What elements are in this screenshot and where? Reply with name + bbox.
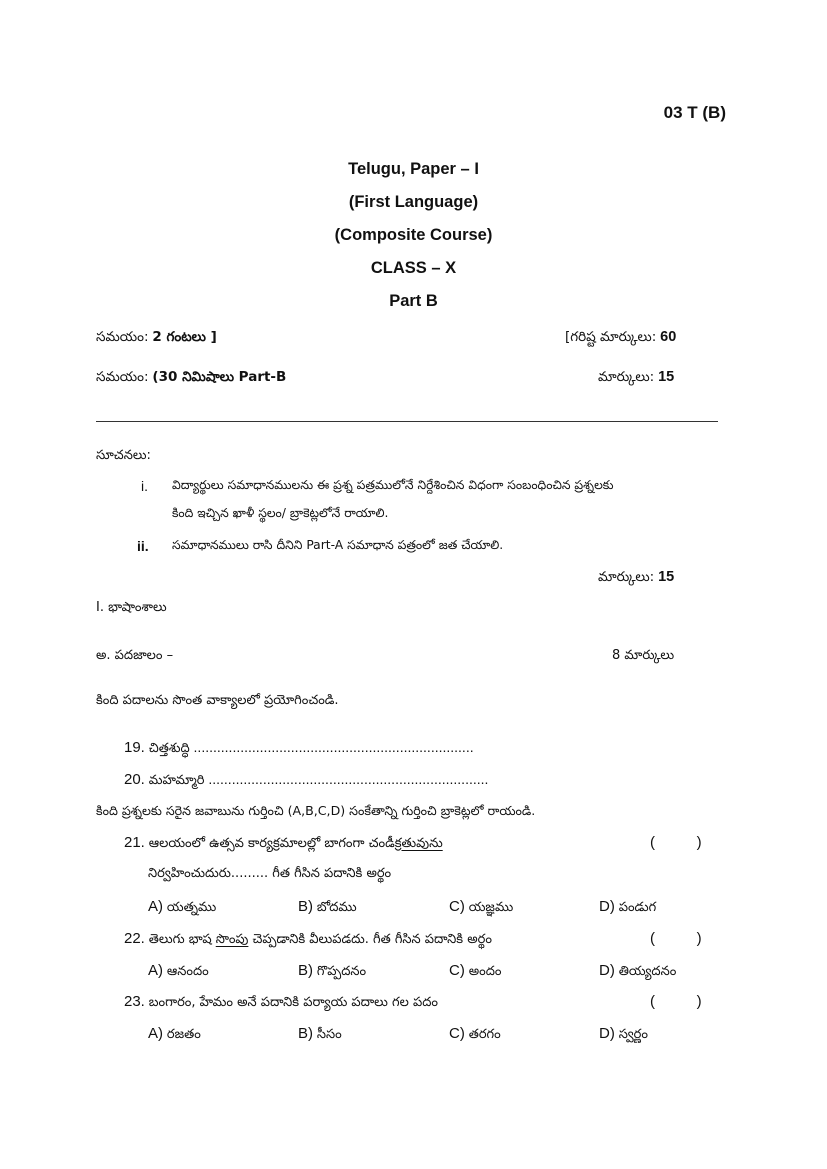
option-letter: B)	[298, 1025, 313, 1042]
option-text: రజతం	[166, 1027, 201, 1042]
question-text-line2: నిర్వహించుదురు......... గీత గీసిన పదానికి అర్థం	[148, 866, 392, 881]
instruction-number: i.	[141, 478, 148, 494]
option-text: సీసం	[316, 1027, 342, 1042]
marks-partb-label: మార్కులు:	[598, 369, 655, 385]
time-total-label: సమయం:	[96, 329, 149, 345]
instruction-text: సమాధానములు రాసి దీనిని Part-A సమాధాన పత్రంలో జత చేయాలి.	[172, 538, 504, 552]
option-text: తరగం	[468, 1027, 501, 1042]
option-a[interactable]	[148, 898, 216, 918]
option-b[interactable]	[298, 962, 366, 982]
option-letter: A)	[148, 1025, 163, 1042]
marks-partb-value: 15	[658, 369, 675, 385]
option-text: బోదము	[316, 900, 357, 915]
instruction-text: విద్యార్థులు సమాధానములను ఈ ప్రశ్న పత్రములోనే నిర్దేశించిన విధంగా సంబంధించిన ప్రశ్నలకు	[172, 478, 614, 492]
time-partb	[96, 368, 286, 388]
time-total	[96, 328, 217, 348]
option-text: తియ్యదనం	[618, 964, 677, 979]
title-course: (Composite Course)	[334, 226, 493, 244]
underlined-word: సొంపు	[215, 932, 249, 947]
option-text: పండుగ	[618, 900, 657, 915]
question-text: తెలుగు భాష	[148, 932, 216, 947]
question-number: 22.	[124, 930, 145, 947]
option-text: ఆనందం	[166, 964, 209, 979]
option-d[interactable]	[599, 1025, 648, 1045]
option-text: యజ్ఞము	[468, 900, 514, 915]
mcq-question	[124, 834, 443, 854]
instruction-text: కింది ఇచ్చిన ఖాళీ స్థలం/ బ్రాకెట్లలోనే రాయాలి.	[172, 506, 389, 520]
title-block	[0, 157, 827, 322]
section-heading: I. భాషాంశాలు	[96, 600, 167, 615]
sentence-instruction: కింది పదాలను సొంత వాక్యాలలో ప్రయోగించండి.	[96, 693, 339, 708]
option-letter: C)	[449, 1025, 465, 1042]
answer-bracket[interactable]: ( )	[650, 834, 702, 851]
sub-section-heading: అ. పదజాలం –	[96, 648, 174, 663]
sub-section-marks: 8 మార్కులు	[612, 648, 675, 663]
question-word: మహమ్మారి	[148, 773, 205, 788]
question-text: ఆలయంలో ఉత్సవ కార్యక్రమాలల్లో బాగంగా చండీక్ర	[148, 836, 402, 851]
answer-bracket[interactable]: ( )	[650, 993, 702, 1010]
option-letter: D)	[599, 898, 615, 915]
section-marks-label: మార్కులు:	[598, 569, 655, 585]
option-letter: C)	[449, 898, 465, 915]
title-part: Part B	[389, 292, 438, 310]
instructions-heading: సూచనలు:	[96, 448, 151, 463]
option-a[interactable]	[148, 1025, 201, 1045]
question-number: 21.	[124, 834, 145, 851]
short-question	[124, 771, 488, 791]
question-number: 20.	[124, 771, 145, 788]
question-number: 19.	[124, 739, 145, 756]
max-marks-value: 60	[660, 329, 677, 345]
option-d[interactable]	[599, 962, 676, 982]
section-marks	[598, 568, 674, 588]
max-marks	[565, 328, 676, 348]
paper-code: 03 T (B)	[663, 103, 726, 122]
option-d[interactable]	[599, 898, 656, 918]
mcq-question	[124, 993, 438, 1013]
option-a[interactable]	[148, 962, 209, 982]
option-text: గొప్పదనం	[316, 964, 367, 979]
mcq-instruction: కింది ప్రశ్నలకు సరైన జవాబును గుర్తించి (A,B,C,D) సంకేతాన్ని గుర్తించి బ్రాకెట్లలో రాయండి.	[96, 803, 536, 818]
question-text: బంగారం, హేమం అనే పదానికి పర్యాయ పదాలు గల పదం	[148, 995, 438, 1010]
option-c[interactable]	[449, 962, 501, 982]
option-letter: B)	[298, 898, 313, 915]
max-marks-label: [గరిష్ట మార్కులు:	[565, 329, 657, 345]
option-letter: D)	[599, 1025, 615, 1042]
underlined-word: తువును	[401, 836, 443, 851]
option-letter: D)	[599, 962, 615, 979]
option-letter: A)	[148, 962, 163, 979]
option-b[interactable]	[298, 1025, 342, 1045]
option-text: స్వర్ణం	[618, 1027, 648, 1042]
answer-blank[interactable]: ........................................................................	[193, 739, 474, 755]
title-language: (First Language)	[348, 193, 479, 211]
option-letter: B)	[298, 962, 313, 979]
time-total-value: 2 గంటలు ]	[152, 329, 217, 345]
option-letter: C)	[449, 962, 465, 979]
title-subject: Telugu, Paper – I	[348, 160, 479, 178]
option-letter: A)	[148, 898, 163, 915]
option-text: అందం	[468, 964, 502, 979]
marks-partb	[598, 368, 674, 388]
question-text: చెప్పడానికి వీలుపడదు. గీత గీసిన పదానికి అర్థం	[248, 932, 492, 947]
time-partb-value: (30 నిమిషాలు Part-B	[152, 369, 287, 385]
question-word: చిత్తశుద్ధి	[148, 741, 190, 756]
short-question	[124, 739, 474, 759]
title-class: CLASS – X	[370, 259, 457, 277]
answer-bracket[interactable]: ( )	[650, 930, 702, 947]
instruction-number: ii.	[137, 538, 149, 554]
section-marks-value: 15	[658, 569, 675, 585]
question-number: 23.	[124, 993, 145, 1010]
time-partb-label: సమయం:	[96, 369, 149, 385]
mcq-question	[124, 930, 492, 950]
option-b[interactable]	[298, 898, 357, 918]
option-c[interactable]	[449, 1025, 501, 1045]
answer-blank[interactable]: ........................................................................	[208, 771, 489, 787]
separator-line	[96, 421, 718, 422]
option-text: యత్నము	[166, 900, 217, 915]
option-c[interactable]	[449, 898, 513, 918]
